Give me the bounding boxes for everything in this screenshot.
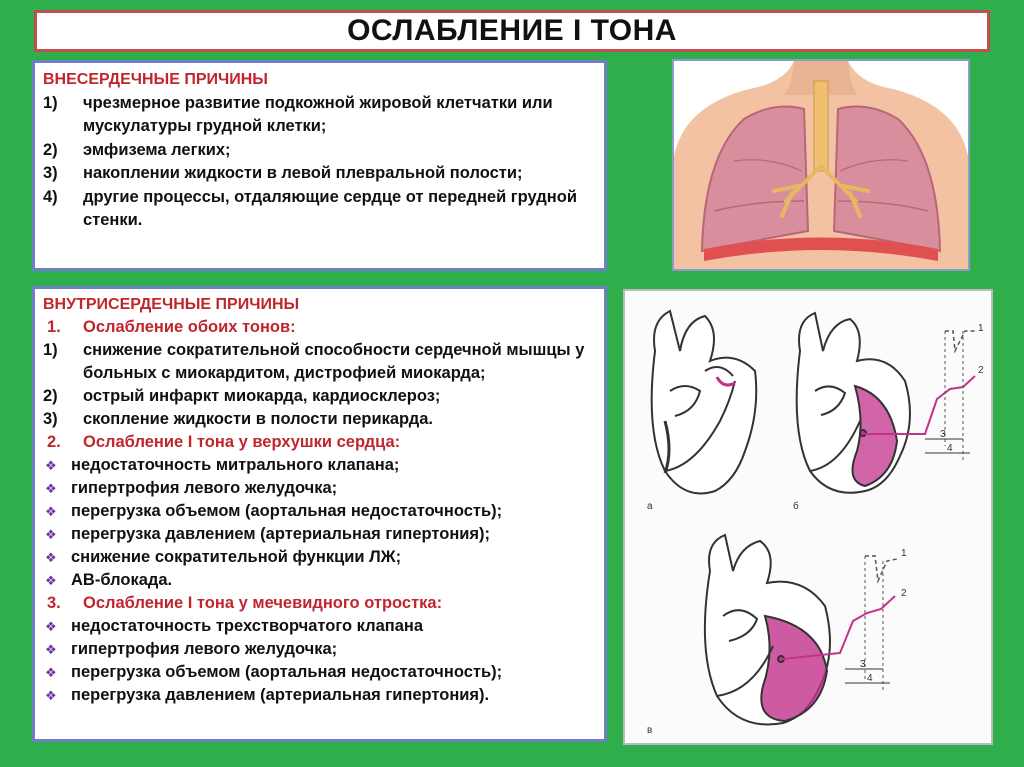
title-bar	[34, 10, 990, 52]
list-item: ❖ недостаточность трехстворчатого клапана	[43, 615, 596, 638]
chest-lungs-illustration	[672, 59, 970, 271]
extracardiac-heading: ВНЕСЕРДЕЧНЫЕ ПРИЧИНЫ	[43, 71, 268, 88]
section-title: 2. Ослабление I тона у верхушки сердца:	[47, 433, 401, 451]
list-item: ❖ гипертрофия левого желудочка;	[43, 638, 596, 661]
section-title: 3. Ослабление I тона у мечевидного отростка:	[47, 594, 443, 612]
list-item: ❖ недостаточность митрального клапана;	[43, 454, 596, 477]
bullet-icon: ❖	[45, 573, 57, 588]
bullet-icon: ❖	[45, 665, 57, 680]
list-item: ❖ перегрузка объемом (аортальная недостаточность);	[43, 500, 596, 523]
list-item: ❖ снижение сократительной функции ЛЖ;	[43, 546, 596, 569]
intracardiac-heading: ВНУТРИСЕРДЕЧНЫЕ ПРИЧИНЫ	[43, 296, 300, 313]
bullet-icon: ❖	[45, 504, 57, 519]
curve-label-4: 4	[867, 673, 873, 684]
curve-label-4: 4	[947, 443, 953, 454]
list-item: 2) острый инфаркт миокарда, кардиосклероз;	[43, 387, 441, 405]
curve-label-3: 3	[860, 659, 866, 670]
list-item: 2) эмфизема легких;	[43, 140, 231, 159]
curve-label-1: 1	[978, 323, 984, 334]
figure-label-v: в	[647, 725, 653, 736]
list-item: ❖ АВ-блокада.	[43, 569, 596, 592]
list-item: ❖ перегрузка объемом (аортальная недостаточность);	[43, 661, 596, 684]
curve-label-1: 1	[901, 548, 907, 559]
curve-label-2: 2	[978, 365, 984, 376]
list-item: 1) чрезмерное развитие подкожной жировой клетчатки или мускулатуры грудной клетки;	[43, 93, 553, 135]
list-item: ❖ перегрузка давлением (артериальная гипертония).	[43, 684, 596, 707]
heart-drawing	[625, 291, 991, 743]
bullet-icon: ❖	[45, 481, 57, 496]
bullet-icon: ❖	[45, 688, 57, 703]
curve-label-3: 3	[940, 429, 946, 440]
section-title: 1. Ослабление обоих тонов:	[47, 318, 296, 336]
list-item: 1) снижение сократительной способности сердечной мышцы у больных с миокардитом, дистрофией миокарда;	[43, 341, 585, 382]
lungs-drawing	[674, 61, 968, 269]
heart-diagrams-figure	[623, 289, 993, 745]
bullet-icon: ❖	[45, 550, 57, 565]
intracardiac-panel	[32, 286, 607, 742]
bullet-icon: ❖	[45, 458, 57, 473]
bullet-icon: ❖	[45, 619, 57, 634]
curve-label-2: 2	[901, 588, 907, 599]
bullet-icon: ❖	[45, 642, 57, 657]
bullet-icon: ❖	[45, 527, 57, 542]
list-item: ❖ гипертрофия левого желудочка;	[43, 477, 596, 500]
list-item: 3) скопление жидкости в полости перикарда.	[43, 410, 433, 428]
figure-label-a: а	[647, 501, 653, 512]
extracardiac-panel	[32, 60, 607, 271]
list-item: 4) другие процессы, отдаляющие сердце от передней грудной стенки.	[43, 187, 577, 229]
figure-label-b: б	[793, 501, 799, 512]
list-item: ❖ перегрузка давлением (артериальная гипертония);	[43, 523, 596, 546]
page-title: ОСЛАБЛЕНИЕ I ТОНА	[347, 14, 677, 47]
list-item: 3) накоплении жидкости в левой плевральной полости;	[43, 164, 523, 182]
